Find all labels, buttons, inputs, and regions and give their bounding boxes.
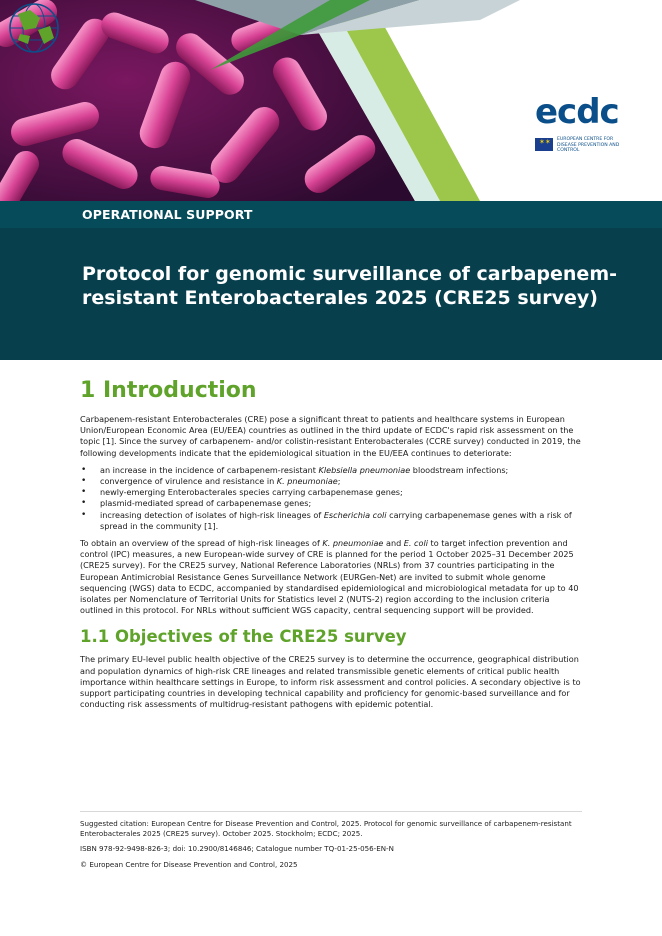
ecdc-wordmark: ecdc — [535, 92, 619, 132]
objectives-heading: 1.1 Objectives of the CRE25 survey — [80, 627, 407, 647]
intro-paragraph-1: Carbapenem-resistant Enterobacterales (CRE) pose a significant threat to patients and healthcare systems in European Union/European Economic Area (EU/EEA) countries as outlined in the third update of ECDC's rapid risk assessment on the topic [1]. Since the survey of carbapenem- and/or colistin-resistant Enterobacterales (CCRE survey) conducted in 2019, the following developments indicate that the epidemiological situation in the EU/EEA continues to deteriorate: — [80, 414, 581, 458]
suggested-citation: Suggested citation: European Centre for Disease Prevention and Control, 2025. Protocol for genomic surveillance of carbapenem-resistant Enterobacterales 2025 (CRE25 survey). October 2025. Stockholm; ECDC; 2025. — [80, 819, 572, 838]
developments-list — [80, 465, 582, 532]
copyright-line: © European Centre for Disease Prevention and Control, 2025 — [80, 859, 298, 869]
citation-footer — [80, 811, 582, 875]
list-item: • newly-emerging Enterobacterales species carrying carbapenemase genes; — [80, 487, 582, 498]
list-item: • increasing detection of isolates of high-risk lineages of Escherichia coli carrying carbapenemase genes with a risk of spread in the community [1]. — [80, 510, 582, 532]
list-item: • convergence of virulence and resistance in K. pneumoniae; — [80, 476, 582, 487]
title-band — [0, 228, 662, 360]
section-label: OPERATIONAL SUPPORT — [82, 207, 253, 222]
objectives-paragraph: The primary EU-level public health objective of the CRE25 survey is to determine the occurrence, geographical distribution and population dynamics of high-risk CRE lineages and related transmissible genetic elements of critical public health importance within healthcare settings in Europe, to inform risk assessment and control policies. A secondary objective is to support participating countries in developing technical capability and proficiency for genomic-based surveillance and for conducting risk assessments of multidrug-resistant pathogens with epidemic potential. — [80, 654, 581, 710]
section-label-band — [0, 201, 662, 228]
ecdc-logo-subtitle: EUROPEAN CENTRE FOR DISEASE PREVENTION AND CONTROL — [557, 137, 620, 153]
list-item: • an increase in the incidence of carbapenem-resistant Klebsiella pneumoniae bloodstream infections; — [80, 465, 582, 476]
intro-paragraph-2: To obtain an overview of the spread of high-risk lineages of K. pneumoniae and E. coli to target infection prevention and control (IPC) measures, a new European-wide survey of CRE is planned for the period 1 October 2025–31 December 2025 (CRE25 survey). For the CRE25 survey, National Reference Laboratories (NRLs) from 37 countries participating in the European Antimicrobial Resistance Genes Surveillance Network (EURGen-Net) are invited to submit whole genome sequencing (WGS) data to ECDC, accompanied by standardised epidemiological and microbiological metadata for up to 40 isolates per Nomenclature of Territorial Units for Statistics level 2 (NUTS-2) region according to the inclusion criteria outlined in this protocol. For NRLs without sufficient WGS capacity, central sequencing support will be provided. — [80, 538, 579, 616]
introduction-heading: 1 Introduction — [80, 378, 257, 403]
isbn-line: ISBN 978-92-9498-826-3; doi: 10.2900/8146846; Catalogue number TQ-01-25-056-EN-N — [80, 844, 394, 854]
eu-flag-icon: ✶✶ — [535, 138, 553, 151]
main-content — [80, 376, 582, 716]
ecdc-globe-icon — [0, 0, 110, 96]
page-title: Protocol for genomic surveillance of carbapenem-resistant Enterobacterales 2025 (CRE25 survey) — [82, 263, 618, 309]
list-item: • plasmid-mediated spread of carbapenemase genes; — [80, 498, 582, 509]
